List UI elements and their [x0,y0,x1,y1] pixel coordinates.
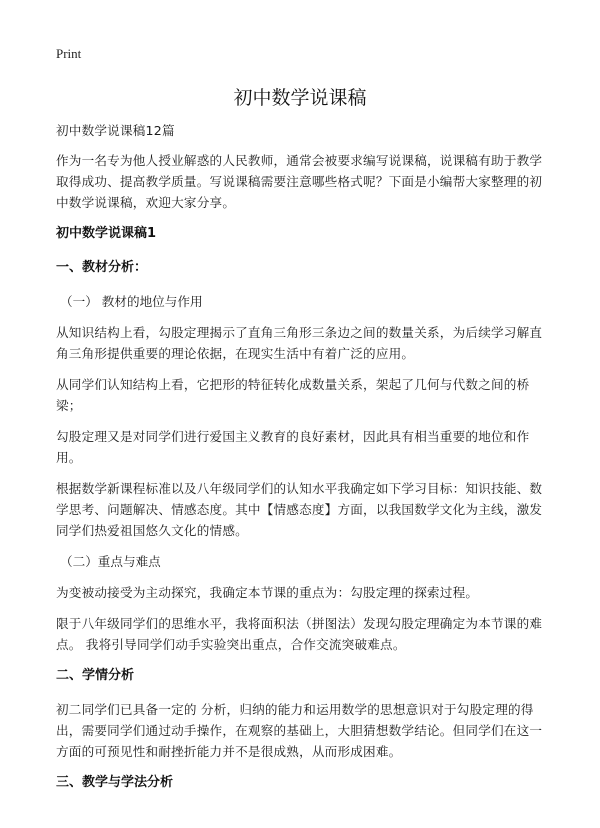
paragraph: 从知识结构上看，勾股定理揭示了直角三角形三条边之间的数量关系，为后续学习解直角三角形提供重要的理论依据，在现实生活中有着广泛的应用。 [56,325,543,361]
article-body [56,120,552,806]
section-heading-learner-analysis: 二、学情分析 [56,668,135,683]
paragraph: 勾股定理又是对同学们进行爱国主义教育的良好素材，因此具有相当重要的地位和作用。 [56,429,530,465]
subsection-heading-role: （一） 教材的地位与作用 [60,294,203,309]
paragraph: 为变被动接受为主动探究，我确定本节课的重点为：勾股定理的探索过程。 [56,585,479,600]
subsection-heading-key-points: （二）重点与难点 [60,554,161,569]
section-heading-textbook-analysis: 一、教材分析： [56,260,148,275]
page-title: 初中数学说课稿 [233,87,367,109]
paragraph: 初二同学们已具备一定的 分析，归纳的能力和运用数学的思想意识对于勾股定理的得出，需要同学们通过动手操作，在观察的基础上，大胆猜想数学结论。但同学们在这一方面的可预见性和耐挫折能力并不是很成熟，从而形成困难。 [56,702,543,759]
paragraph: 限于八年级同学们的思维水平，我将面积法（拼图法）发现勾股定理确定为本节课的难点。 我将引导同学们动手实验突出重点，合作交流突破难点。 [56,616,543,652]
article-heading: 初中数学说课稿1 [56,226,157,241]
paragraph: 根据数学新课程标准以及八年级同学们的认知水平我确定如下学习目标：知识技能、数学思考、问题解决、情感态度。其中【情感态度】方面，以我国数学文化为主线，激发同学们热爱祖国悠久文化的情感。 [56,481,543,538]
intro-paragraph: 作为一名专为他人授业解惑的人民教师，通常会被要求编写说课稿，说课稿有助于教学取得成功、提高教学质量。写说课稿需要注意哪些格式呢？下面是小编帮大家整理的初中数学说课稿，欢迎大家分享。 [56,153,543,210]
section-heading-teaching-methods: 三、教学与学法分析 [56,775,174,790]
print-link[interactable]: Print [56,46,82,61]
article-subtitle: 初中数学说课稿12篇 [56,123,175,138]
paragraph: 从同学们认知结构上看，它把形的特征转化成数量关系，架起了几何与代数之间的桥梁； [56,377,530,413]
